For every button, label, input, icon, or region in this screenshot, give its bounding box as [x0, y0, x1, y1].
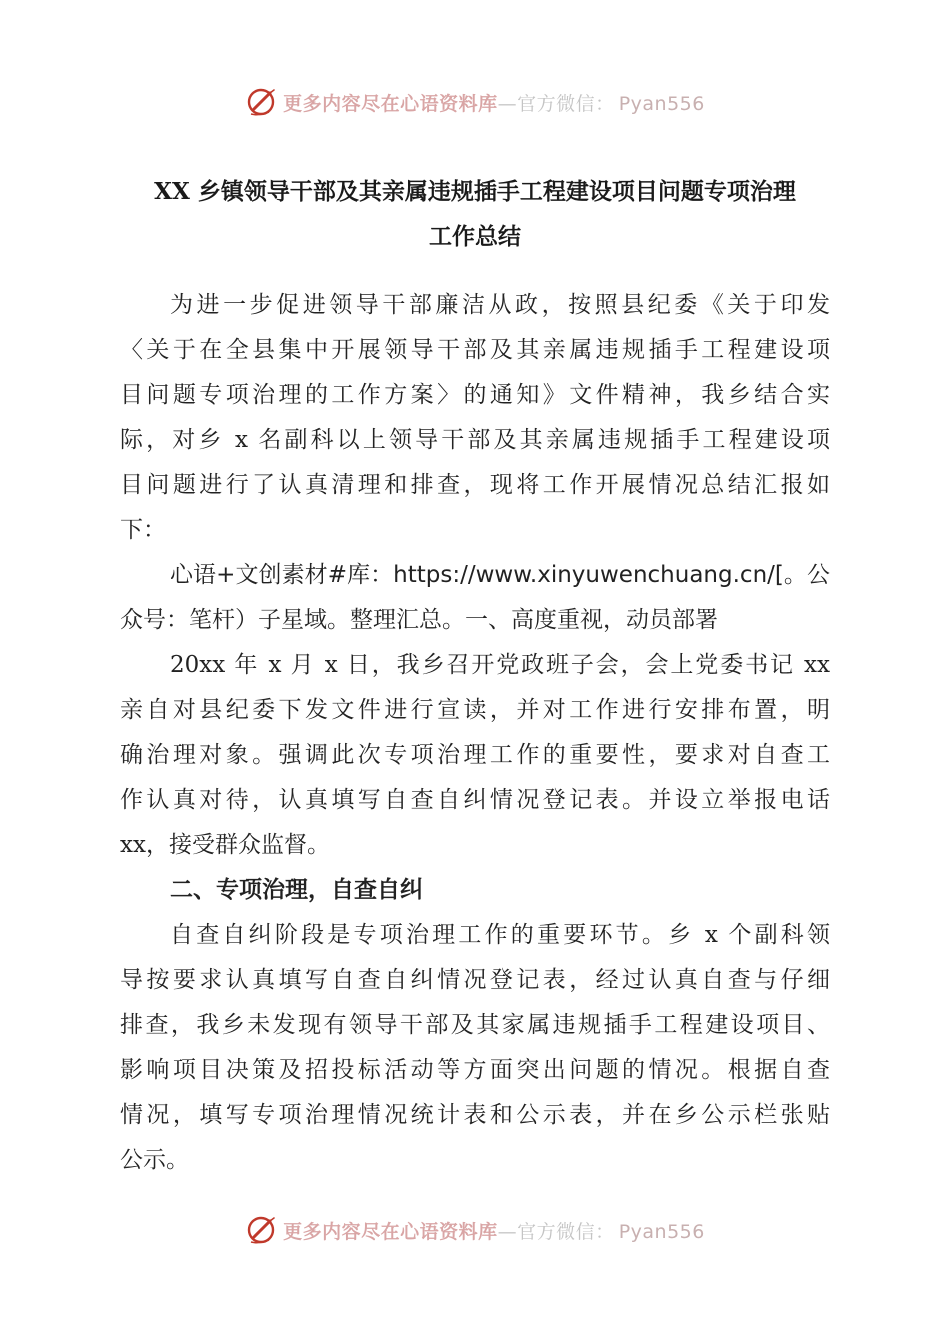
paragraph-3-line: 20xx 年 x 月 x 日，我乡召开党政班子会，会上党委书记 xx	[170, 652, 830, 678]
watermark-text	[283, 1217, 705, 1244]
paragraph-1-line: 〈关于在全县集中开展领导干部及其亲属违规插手工程建设项	[120, 337, 830, 363]
paragraph-3-line: xx，接受群众监督。	[120, 832, 330, 858]
paragraph-1-line: 下：	[120, 517, 166, 543]
watermark-dash: —	[497, 92, 518, 115]
watermark-label: 官方微信：	[517, 1220, 615, 1243]
watermark-handle: Pyan556	[618, 92, 705, 115]
watermark-text	[283, 89, 705, 116]
paragraph-4-line: 影响项目决策及招投标活动等方面突出问题的情况。根据自查	[120, 1057, 830, 1083]
watermark-banner-bottom	[0, 1210, 950, 1250]
paragraph-1-line: 目问题专项治理的工作方案〉的通知》文件精神，我乡结合实	[120, 382, 830, 408]
paragraph-1-line: 目问题进行了认真清理和排查，现将工作开展情况总结汇报如	[120, 472, 830, 498]
watermark-banner-top	[0, 82, 950, 122]
paragraph-1-line: 为进一步促进领导干部廉洁从政，按照县纪委《关于印发	[170, 292, 830, 318]
watermark-brand: 更多内容尽在心语资料库	[283, 92, 498, 115]
paragraph-4-line: 自查自纠阶段是专项治理工作的重要环节。乡 x 个副科领	[170, 922, 830, 948]
section-heading-2: 二、专项治理，自查自纠	[170, 876, 423, 903]
paragraph-4-line: 导按要求认真填写自查自纠情况登记表，经过认真自查与仔细	[120, 967, 830, 993]
document-title-line-1: XX 乡镇领导干部及其亲属违规插手工程建设项目问题专项治理	[154, 178, 796, 205]
paragraph-3-line: 作认真对待，认真填写自查自纠情况登记表。并设立举报电话	[120, 787, 830, 813]
pen-logo-icon	[245, 85, 279, 119]
paragraph-1-line: 际，对乡 x 名副科以上领导干部及其亲属违规插手工程建设项	[120, 427, 830, 453]
watermark-brand: 更多内容尽在心语资料库	[283, 1220, 498, 1243]
watermark-dash: —	[497, 1220, 518, 1243]
paragraph-4-line: 公示。	[120, 1147, 189, 1173]
paragraph-3-line: 确治理对象。强调此次专项治理工作的重要性，要求对自查工	[120, 742, 830, 768]
paragraph-4-line: 情况，填写专项治理情况统计表和公示表，并在乡公示栏张贴	[120, 1102, 830, 1128]
pen-logo-icon	[245, 1213, 279, 1247]
document-title-line-2: 工作总结	[429, 223, 521, 250]
source-note-line: 众号：笔杆）子星域。整理汇总。一、高度重视，动员部署	[120, 607, 718, 633]
paragraph-4-line: 排查，我乡未发现有领导干部及其家属违规插手工程建设项目、	[120, 1012, 830, 1038]
watermark-handle: Pyan556	[618, 1220, 705, 1243]
source-note-line: 心语+文创素材#库：https://www.xinyuwenchuang.cn/[。公	[170, 562, 830, 588]
paragraph-3-line: 亲自对县纪委下发文件进行宣读，并对工作进行安排布置，明	[120, 697, 830, 723]
watermark-label: 官方微信：	[517, 92, 615, 115]
